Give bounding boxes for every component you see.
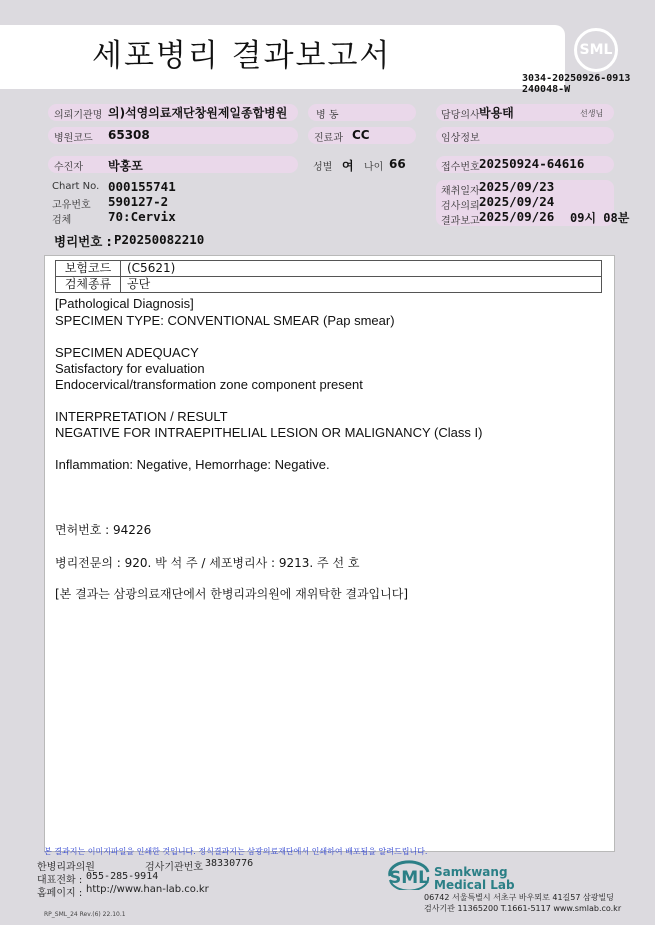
homepage-link[interactable]: http://www.han-lab.co.kr	[86, 884, 209, 895]
diagnosis-heading: [Pathological Diagnosis]	[55, 296, 194, 311]
clinic-name: 한병리과의원	[37, 862, 95, 873]
lab-name-line2: Medical Lab	[434, 878, 515, 892]
ward-label: 병 동	[316, 110, 339, 121]
doctor-label: 담당의사	[441, 110, 480, 121]
request-org-label: 의뢰기관명	[54, 110, 103, 121]
clinical-info-label: 임상정보	[441, 133, 480, 144]
hospital-code-value: 65308	[108, 128, 150, 142]
doctor-value: 박용태	[479, 106, 514, 120]
print-notice: 본 결과지는 이미지파일을 인쇄한 것입니다. 정식결과지는 삼광의료재단에서 인쇄하여 배포됨을 알려드립니다.	[44, 847, 428, 856]
doc-number-line1: 3034-20250926-0913	[522, 73, 631, 84]
license-line: 면허번호 : 94226	[55, 523, 152, 537]
adequacy-heading: SPECIMEN ADEQUACY	[55, 345, 199, 360]
patient-label: 수진자	[54, 162, 83, 173]
age-label: 나이	[364, 162, 384, 173]
lab-logo-text: SML	[389, 868, 429, 888]
adequacy-line2: Endocervical/transformation zone component present	[55, 377, 363, 392]
pathologist-line: 병리전문의 : 920. 박 석 주 / 세포병리사 : 9213. 주 선 호	[55, 556, 360, 570]
receipt-label: 접수번호	[441, 162, 480, 173]
report-body	[44, 255, 615, 852]
sml-logo: SML	[574, 28, 618, 72]
unique-label: 고유번호	[52, 200, 91, 211]
doctor-suffix: 선생님	[580, 109, 604, 118]
collect-label: 채취일자	[441, 186, 480, 197]
unique-value: 590127-2	[108, 194, 169, 209]
receipt-value: 20250924-64616	[479, 156, 585, 171]
insurance-code-value: (C5621)	[121, 261, 602, 277]
page-title: 세포병리 결과보고서	[92, 38, 392, 74]
request-org-value: 의)석영의료재단창원제일종합병원	[108, 106, 288, 120]
sex-label: 성별	[313, 162, 333, 173]
sex-value: 여	[342, 159, 354, 173]
lab-name-line1: Samkwang	[434, 865, 508, 879]
report-date-value: 2025/09/26	[479, 209, 555, 224]
lab-address: 06742 서울특별시 서초구 바우뫼로 41길57 삼광빌딩	[424, 893, 614, 902]
clinic-code-value: 38330776	[205, 858, 254, 869]
hospital-code-label: 병원코드	[54, 133, 93, 144]
interpretation-result: NEGATIVE FOR INTRAEPITHELIAL LESION OR MALIGNANCY (Class I)	[55, 425, 483, 440]
path-no-label: 병리번호 :	[54, 234, 112, 249]
insurance-code-label: 보험코드	[56, 261, 121, 277]
path-no-value: P20250082210	[114, 232, 205, 247]
lab-contact: 검사기관 11365200 T.1661-5117 www.smlab.co.kr	[424, 904, 622, 913]
request-date-label: 검사의뢰	[441, 201, 480, 212]
adequacy-line1: Satisfactory for evaluation	[55, 361, 205, 376]
specimen-type-label: 검체종류	[56, 277, 121, 293]
patient-field	[48, 156, 298, 173]
patient-value: 박홍포	[108, 159, 143, 173]
phone-label: 대표전화 :	[37, 875, 83, 886]
dept-value: CC	[352, 128, 370, 142]
reconsign-note: [본 결과는 삼광의료재단에서 한병리과의원에 재위탁한 결과입니다]	[55, 587, 409, 601]
form-code: RP_SML_24 Rev.(6) 22.10.1	[44, 911, 126, 918]
doc-number-line2: 240048-W	[522, 84, 571, 95]
chart-label: Chart No.	[52, 181, 100, 192]
specimen-label: 검체	[52, 215, 72, 226]
chart-value: 000155741	[108, 179, 176, 194]
clinic-code-label: 검사기관번호	[145, 862, 203, 873]
collect-value: 2025/09/23	[479, 179, 555, 194]
specimen-type-line: SPECIMEN TYPE: CONVENTIONAL SMEAR (Pap smear)	[55, 313, 395, 328]
inflammation-line: Inflammation: Negative, Hemorrhage: Negative.	[55, 457, 330, 472]
dept-label: 진료과	[314, 133, 343, 144]
specimen-type-value: 공단	[121, 277, 602, 293]
phone-value: 055-285-9914	[86, 871, 159, 882]
specimen-value: 70:Cervix	[108, 209, 176, 224]
age-value: 66	[389, 157, 406, 171]
request-date-value: 2025/09/24	[479, 194, 555, 209]
report-date-label: 결과보고	[441, 216, 480, 227]
report-time-value: 09시 08분	[570, 211, 630, 225]
specimen-code-table	[55, 260, 602, 293]
interpretation-heading: INTERPRETATION / RESULT	[55, 409, 228, 424]
homepage-label: 홈페이지 :	[37, 888, 83, 899]
